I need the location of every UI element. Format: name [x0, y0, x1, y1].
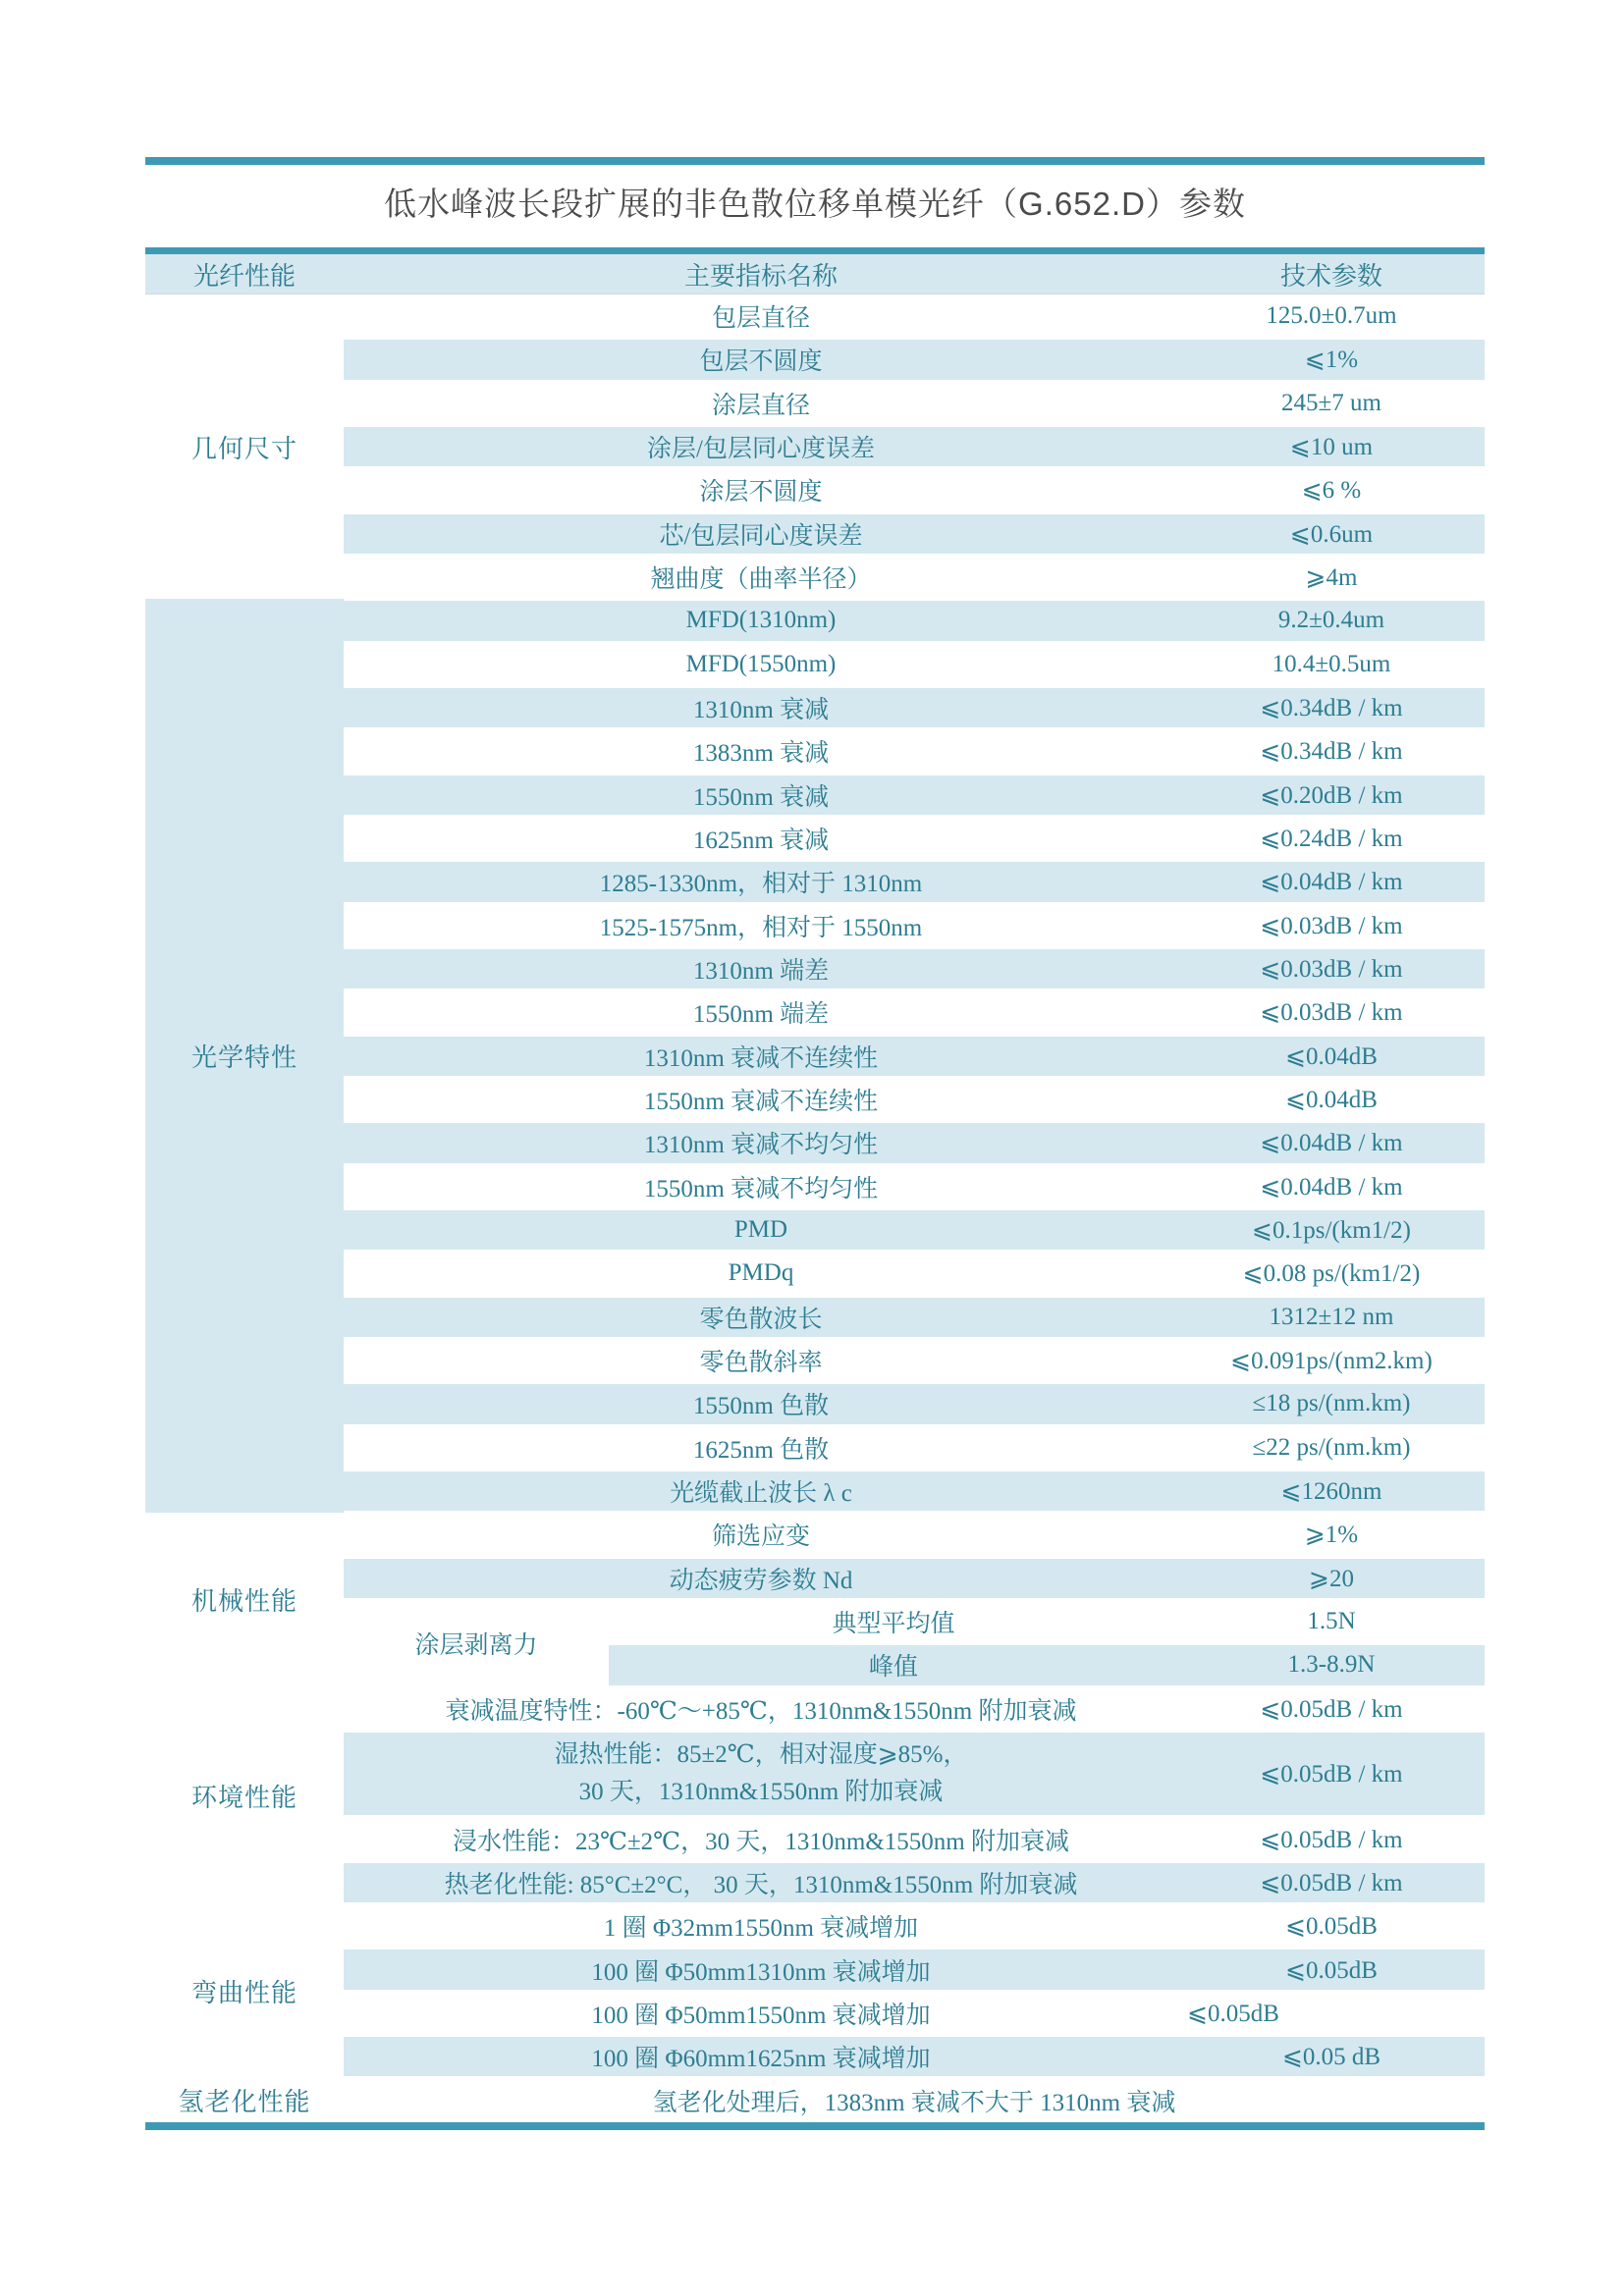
- indicator-cell: 包层直径: [711, 305, 810, 333]
- indicator-cell: MFD(1550nm): [685, 650, 837, 677]
- value-cell: ⩽0.04dB / km: [1260, 869, 1403, 896]
- indicator-cell: 零色散波长: [699, 1306, 823, 1333]
- section-rows: [344, 294, 1485, 599]
- table-row: [344, 599, 1485, 642]
- subgroup-label: 涂层剥离力: [414, 1632, 538, 1660]
- value-cell: ⩽0.05dB: [1187, 2000, 1279, 2027]
- table-row: [344, 1861, 1485, 1904]
- table-row: [344, 382, 1485, 425]
- row-band: [344, 1121, 1485, 1164]
- indicator-cell: 光缆截止波长 λ c: [670, 1480, 852, 1508]
- table-row: [344, 1121, 1485, 1164]
- table-row: [344, 1904, 1485, 1948]
- row-band: [344, 1948, 1485, 1991]
- table-row: [344, 1557, 1485, 1600]
- indicator-cell: 涂层/包层同心度误差: [647, 436, 875, 463]
- table-row: [344, 947, 1485, 990]
- value-cell: ≤22 ps/(nm.km): [1252, 1433, 1411, 1461]
- indicator-cell: 热老化性能: 85°C±2°C， 30 天，1310nm&1550nm 附加衰减: [444, 1871, 1078, 1898]
- indicator-cell: 1310nm 端差: [692, 958, 830, 986]
- header-technical-parameter: 技术参数: [1279, 261, 1382, 291]
- value-cell: ⩽0.05dB / km: [1260, 1826, 1403, 1853]
- value-cell: ⩽1%: [1304, 347, 1359, 374]
- table-row: [344, 2035, 1485, 2078]
- value-cell: ⩾4m: [1305, 564, 1358, 592]
- table-row: [344, 1035, 1485, 1078]
- row-band: [344, 774, 1485, 817]
- indicator-cell: 1310nm 衰减不均匀性: [643, 1132, 879, 1159]
- row-band: [344, 860, 1485, 903]
- table-row: [344, 1382, 1485, 1425]
- table-row: [344, 774, 1485, 817]
- row-band: [344, 294, 1485, 338]
- row-band: [344, 2035, 1485, 2078]
- table-row: [344, 338, 1485, 381]
- table-section-0: [145, 294, 1485, 599]
- indicator-cell: 涂层不圆度: [699, 479, 823, 507]
- row-band: [344, 1731, 1485, 1818]
- row-band: [344, 1078, 1485, 1121]
- table-row: [344, 1252, 1485, 1295]
- row-band: [344, 1165, 1485, 1208]
- row-band: [344, 338, 1485, 381]
- value-cell: 1.5N: [1307, 1608, 1356, 1634]
- section-rows: [344, 1904, 1485, 2078]
- table-row: [344, 904, 1485, 947]
- indicator-cell: [344, 1733, 1178, 1816]
- section-rows: [344, 1687, 1485, 1905]
- value-cell: ⩽0.20dB / km: [1260, 781, 1403, 809]
- table-row: [344, 512, 1485, 556]
- section-label: 环境性能: [190, 1783, 298, 1812]
- indicator-cell: 零色散斜率: [699, 1350, 823, 1377]
- bottom-rule: [145, 2122, 1485, 2130]
- row-band: [344, 425, 1485, 468]
- table-row: [344, 1078, 1485, 1121]
- row-band: [344, 643, 1485, 686]
- row-band: [344, 382, 1485, 425]
- indicator-cell: 筛选应变: [711, 1523, 810, 1551]
- table-row: [344, 294, 1485, 338]
- value-cell: ⩽0.1ps/(km1/2): [1252, 1217, 1411, 1245]
- row-band: [344, 1382, 1485, 1425]
- table-section-4: [145, 1904, 1485, 2078]
- value-cell: ⩽0.04dB: [1285, 1042, 1378, 1070]
- indicator-cell: 浸水性能：23℃±2℃，30 天，1310nm&1550nm 附加衰减: [453, 1828, 1069, 1855]
- value-cell: ⩽0.04dB / km: [1260, 1130, 1403, 1157]
- table-row: [344, 1687, 1485, 1731]
- table-header-row: [145, 247, 1485, 294]
- value-cell: 245±7 um: [1281, 389, 1381, 416]
- indicator-cell: 动态疲劳参数 Nd: [669, 1567, 853, 1594]
- value-cell: ⩽0.091ps/(nm2.km): [1230, 1348, 1433, 1375]
- value-cell: 9.2±0.4um: [1277, 607, 1385, 634]
- indicator-cell: 1310nm 衰减不连续性: [643, 1044, 879, 1072]
- table-row: [344, 1339, 1485, 1382]
- header-indicator-name: 主要指标名称: [683, 261, 838, 291]
- indicator-cell: 1625nm 衰减: [692, 828, 830, 855]
- indicator-cell: 氢老化处理后，1383nm 衰减不大于 1310nm 衰减: [652, 2089, 1176, 2116]
- table-row: [344, 468, 1485, 511]
- header-fiber-performance: 光纤性能: [192, 261, 296, 291]
- value-cell: ⩽0.05dB / km: [1260, 1869, 1403, 1896]
- table-row: [344, 1817, 1485, 1860]
- indicator-cell: 典型平均值: [832, 1611, 955, 1637]
- value-cell: ⩽0.6um: [1289, 520, 1374, 548]
- row-band: [344, 599, 1485, 642]
- indicator-cell: 1550nm 端差: [692, 1001, 830, 1029]
- row-band: [344, 1469, 1485, 1513]
- indicator-cell: 100 圈 Φ50mm1550nm 衰减增加: [591, 2002, 931, 2029]
- row-band: [344, 904, 1485, 947]
- value-cell: ⩽0.03dB / km: [1260, 912, 1403, 939]
- row-band: [344, 468, 1485, 511]
- value-cell: ⩽0.05dB / km: [1260, 1695, 1403, 1723]
- value-cell: 1.3-8.9N: [1287, 1651, 1376, 1679]
- section-rows: [344, 2078, 1485, 2121]
- table-row: [344, 556, 1485, 599]
- row-band: [344, 1426, 1485, 1469]
- indicator-cell: PMDq: [728, 1259, 794, 1287]
- value-cell: ⩽0.05dB: [1285, 1913, 1378, 1941]
- row-band: [344, 1861, 1485, 1904]
- row-band: [609, 1643, 1485, 1686]
- row-band: [344, 1513, 1485, 1556]
- value-cell: ⩽0.05 dB: [1281, 2044, 1381, 2071]
- value-cell: ⩾1%: [1304, 1522, 1359, 1549]
- value-cell: ⩽1260nm: [1280, 1478, 1382, 1506]
- indicator-cell: 1525-1575nm，相对于 1550nm: [599, 914, 923, 941]
- table-row: [344, 1731, 1485, 1818]
- section-label: 弯曲性能: [190, 1979, 298, 2008]
- value-cell: ⩽0.05dB / km: [1260, 1761, 1403, 1789]
- indicator-cell: 1625nm 色散: [692, 1436, 830, 1464]
- row-band: [344, 1904, 1485, 1948]
- indicator-cell: 包层不圆度: [699, 348, 823, 376]
- indicator-cell: 1 圈 Φ32mm1550nm 衰减增加: [603, 1915, 919, 1943]
- page-title: 低水峰波长段扩展的非色散位移单模光纤（G.652.D）参数: [384, 186, 1246, 222]
- indicator-cell: 100 圈 Φ50mm1310nm 衰减增加: [591, 1958, 931, 1986]
- value-cell: ⩽0.04dB / km: [1260, 1173, 1403, 1201]
- row-band: [344, 1035, 1485, 1078]
- section-label: 光学特性: [145, 599, 344, 1513]
- table-row: [344, 1469, 1485, 1513]
- row-band: [344, 729, 1485, 773]
- row-band: [344, 947, 1485, 990]
- value-cell: ≤18 ps/(nm.km): [1252, 1390, 1411, 1417]
- indicator-cell: 1550nm 衰减不均匀性: [643, 1175, 879, 1202]
- table-row: [344, 817, 1485, 860]
- indicator-cell: 1310nm 衰减: [692, 697, 830, 724]
- row-band: [344, 1817, 1485, 1860]
- value-cell: ⩽0.08 ps/(km1/2): [1242, 1260, 1421, 1288]
- table-row: [344, 990, 1485, 1034]
- value-cell: ⩽0.34dB / km: [1260, 695, 1403, 722]
- row-band: [344, 1339, 1485, 1382]
- table-row: [344, 1992, 1485, 2035]
- value-cell: 10.4±0.5um: [1272, 650, 1391, 677]
- value-cell: 1312±12 nm: [1269, 1303, 1394, 1330]
- table-row: [344, 643, 1485, 686]
- value-cell: 125.0±0.7um: [1266, 302, 1397, 330]
- value-cell: ⩾20: [1309, 1565, 1354, 1592]
- table-row: [344, 2078, 1485, 2121]
- row-band: [344, 1992, 1485, 2035]
- section-label: 机械性能: [190, 1587, 298, 1617]
- indicator-cell: 1550nm 色散: [692, 1393, 830, 1420]
- indicator-line: 湿热性能：85±2℃，相对湿度⩾85%，: [554, 1741, 968, 1769]
- table-section-1: [145, 599, 1485, 1513]
- row-band: [344, 990, 1485, 1034]
- indicator-cell: 100 圈 Φ60mm1625nm 衰减增加: [591, 2046, 931, 2073]
- row-band: [344, 1687, 1485, 1731]
- section-label: 氢老化性能: [178, 2088, 311, 2117]
- table-row: [344, 1165, 1485, 1208]
- indicator-cell: MFD(1310nm): [685, 607, 837, 634]
- value-cell: ⩽0.03dB / km: [1260, 999, 1403, 1027]
- value-cell: ⩽6 %: [1301, 477, 1362, 505]
- indicator-cell: 1285-1330nm，相对于 1310nm: [599, 871, 923, 898]
- row-band: [344, 1208, 1485, 1252]
- table-section-2: [145, 1513, 1485, 1686]
- indicator-cell: PMD: [733, 1216, 788, 1244]
- section-label: 几何尺寸: [190, 434, 298, 463]
- table-row: [344, 686, 1485, 729]
- row-band: [344, 686, 1485, 729]
- table-section-3: [145, 1687, 1485, 1905]
- row-band: [344, 512, 1485, 556]
- table-row: [344, 425, 1485, 468]
- indicator-cell: 1550nm 衰减不连续性: [643, 1089, 879, 1116]
- indicator-cell: 峰值: [868, 1654, 918, 1682]
- top-rule: [145, 157, 1485, 165]
- section-rows: [344, 1513, 1485, 1686]
- value-cell: ⩽0.24dB / km: [1260, 826, 1403, 853]
- value-cell: ⩽0.34dB / km: [1260, 738, 1403, 766]
- section-rows: [344, 599, 1485, 1513]
- value-cell: ⩽10 um: [1289, 434, 1374, 461]
- table-section-5: [145, 2078, 1485, 2121]
- indicator-cell: 涂层直径: [711, 392, 810, 419]
- table-row: [344, 860, 1485, 903]
- indicator-cell: 芯/包层同心度误差: [659, 522, 863, 550]
- indicator-line: 30 天，1310nm&1550nm 附加衰减: [578, 1779, 944, 1806]
- row-band: [344, 1296, 1485, 1339]
- indicator-cell: 1383nm 衰减: [692, 740, 830, 768]
- table-row: [344, 1426, 1485, 1469]
- table-row: [344, 1948, 1485, 1991]
- indicator-cell: 衰减温度特性：-60℃～+85℃，1310nm&1550nm 附加衰减: [445, 1697, 1077, 1725]
- indicator-cell: 翘曲度（曲率半径）: [650, 566, 872, 594]
- value-cell: ⩽0.05dB: [1285, 1956, 1378, 1984]
- spec-table: [145, 247, 1485, 2122]
- indicator-cell: 1550nm 衰减: [692, 783, 830, 811]
- row-band: [344, 1557, 1485, 1600]
- row-band: [344, 556, 1485, 599]
- row-band: [344, 2078, 1485, 2121]
- value-cell: ⩽0.04dB: [1285, 1087, 1378, 1114]
- row-band: [344, 817, 1485, 860]
- value-cell: ⩽0.03dB / km: [1260, 956, 1403, 984]
- row-band: [344, 1252, 1485, 1295]
- table-row: [344, 1296, 1485, 1339]
- table-row: [344, 729, 1485, 773]
- table-row: [344, 1513, 1485, 1556]
- table-row: [344, 1208, 1485, 1252]
- table-body: [145, 294, 1485, 2122]
